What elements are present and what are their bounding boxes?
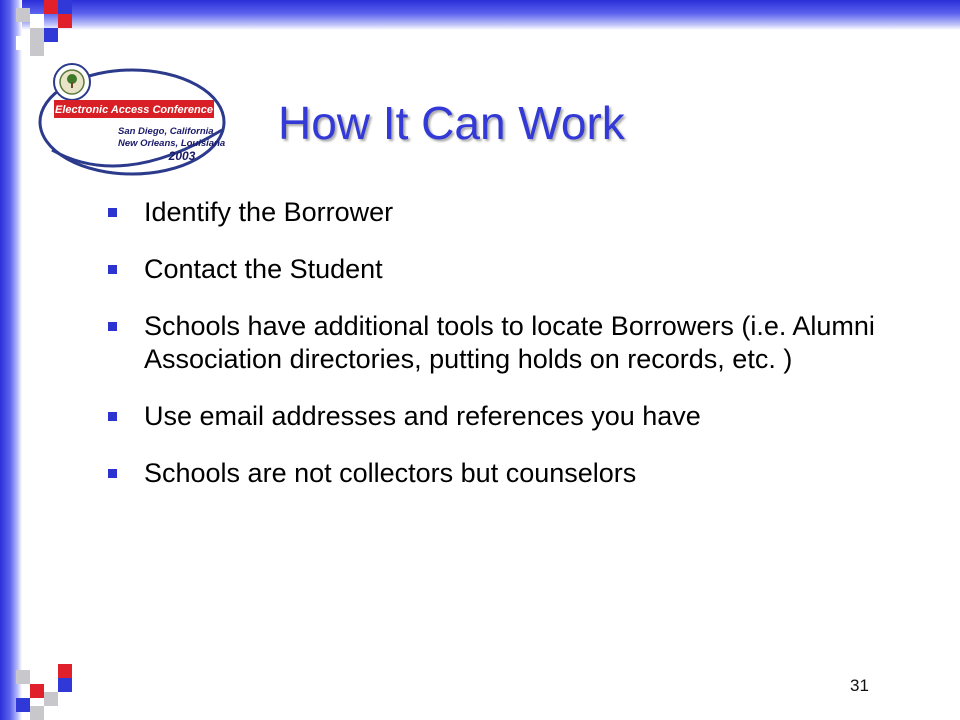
list-item — [106, 196, 906, 229]
bullet-text: Schools are not collectors but counselors — [144, 458, 637, 488]
page-number: 31 — [850, 676, 869, 695]
list-item — [106, 400, 906, 433]
list-item — [106, 457, 906, 490]
list-item — [106, 310, 906, 376]
logo-location-2: New Orleans, Louisiana — [118, 138, 226, 149]
bullet-text: Schools have additional tools to locate Borrowers (i.e. Alumni Association directories, putting holds on records, etc. ) — [144, 311, 875, 374]
left-gradient-bar — [0, 0, 22, 720]
bullet-text: Use email addresses and references you have — [144, 401, 701, 431]
bullet-text: Contact the Student — [144, 254, 383, 284]
list-item — [106, 253, 906, 286]
square-bullet-icon — [108, 412, 117, 421]
top-gradient-bar — [0, 0, 960, 30]
square-bullet-icon — [108, 208, 117, 217]
logo-conference-text: Electronic Access Conference — [55, 104, 213, 116]
bullet-text: Identify the Borrower — [144, 197, 394, 227]
conference-logo — [32, 60, 232, 180]
logo-year: 2003 — [168, 149, 196, 163]
logo-location-1: San Diego, California — [118, 126, 214, 137]
square-bullet-icon — [108, 322, 117, 331]
bullet-list — [106, 196, 906, 490]
slide-title: How It Can Work — [278, 97, 625, 149]
square-bullet-icon — [108, 469, 117, 478]
square-bullet-icon — [108, 265, 117, 274]
